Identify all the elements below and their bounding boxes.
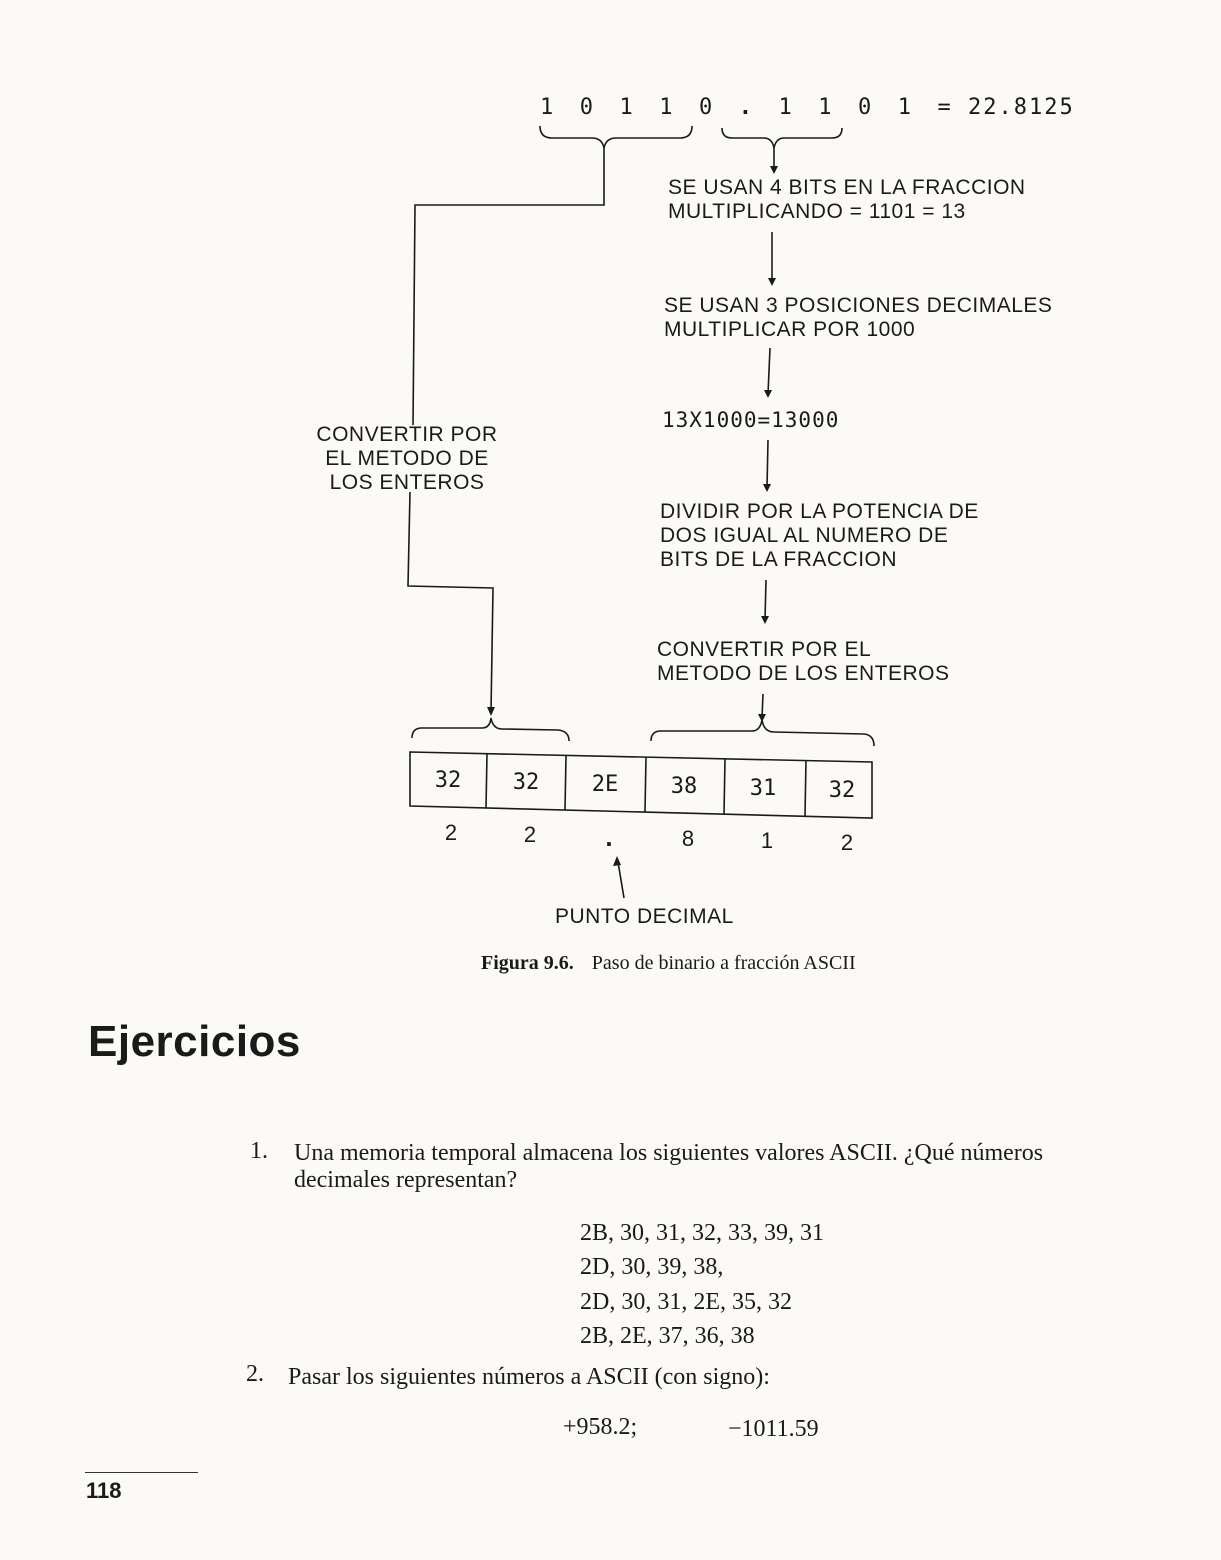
step-line: SE USAN 4 BITS EN LA FRACCION — [668, 176, 1026, 199]
ascii-values-line: 2B, 30, 31, 32, 33, 39, 31 — [580, 1220, 825, 1246]
decimal-point: . — [605, 822, 613, 852]
exercise-text — [294, 1140, 1043, 1194]
punto-decimal-pointer-line — [618, 862, 624, 898]
integer-cells-brace — [412, 718, 569, 741]
ascii-cell: 32 — [828, 778, 856, 803]
step-arrow-3 — [768, 348, 770, 394]
fraction-cells-brace — [651, 720, 874, 746]
binary-number — [540, 95, 1075, 120]
ascii-cell: 38 — [670, 774, 698, 799]
arrowhead — [613, 856, 621, 866]
arrowhead — [764, 390, 772, 398]
step-line: METODO DE LOS ENTEROS — [657, 662, 950, 685]
arrowhead — [763, 484, 771, 492]
arrowhead — [758, 714, 766, 722]
step-arrow-5 — [765, 580, 766, 620]
binary-frac-digit: 1 — [897, 95, 911, 120]
step-line: 13X1000=13000 — [662, 408, 840, 432]
binary-int-digit: 1 — [659, 95, 673, 120]
ascii-cell: 2E — [591, 772, 619, 797]
arrowhead — [487, 707, 495, 716]
punto-decimal-label: PUNTO DECIMAL — [555, 905, 734, 928]
step-line: MULTIPLICAR POR 1000 — [664, 318, 916, 341]
decimal-digit: 2 — [444, 820, 458, 845]
step-line: DOS IGUAL AL NUMERO DE — [660, 524, 949, 547]
ascii-cell: 32 — [512, 770, 540, 795]
ascii-values-line: 2D, 30, 31, 2E, 35, 32 — [580, 1289, 792, 1315]
step-label-5 — [657, 638, 950, 686]
signed-value: −1011.59 — [728, 1416, 819, 1442]
fraction-bits-brace — [722, 128, 842, 148]
exercise-text-line: Una memoria temporal almacena los siguientes valores ASCII. ¿Qué números — [294, 1140, 1044, 1166]
binary-frac-digit: 1 — [818, 95, 832, 120]
binary-int-digit: 1 — [540, 95, 554, 120]
left-label-line: CONVERTIR POR — [316, 423, 498, 446]
step-line: MULTIPLICANDO = 1101 = 13 — [668, 200, 966, 223]
step-label-2 — [664, 294, 1052, 342]
arrowhead — [770, 166, 778, 174]
step-line: CONVERTIR POR EL — [657, 638, 872, 661]
binary-frac-digit: 0 — [858, 95, 872, 120]
binary-frac-digit: 1 — [778, 95, 792, 120]
integer-path-line-2 — [408, 492, 493, 712]
decimal-digit: 8 — [681, 826, 695, 851]
decimal-digit: 2 — [840, 830, 854, 855]
exercise-text-line: decimales representan? — [294, 1167, 518, 1193]
ascii-values-line: 2D, 30, 39, 38, — [580, 1254, 724, 1280]
binary-result: = 22.8125 — [937, 95, 1075, 120]
ascii-values-line: 2B, 2E, 37, 36, 38 — [580, 1323, 755, 1349]
step-line: BITS DE LA FRACCION — [660, 548, 898, 571]
step-label-4 — [660, 500, 979, 572]
figure-caption — [481, 952, 856, 975]
arrowhead — [761, 616, 769, 624]
ascii-cell: 32 — [434, 768, 462, 793]
signed-value: +958.2; — [563, 1414, 638, 1440]
step-line: DIVIDIR POR LA POTENCIA DE — [660, 500, 979, 523]
step-arrow-4 — [767, 440, 768, 488]
step-label-3 — [662, 408, 839, 432]
binary-int-digit: 0 — [699, 95, 713, 120]
binary-point: . — [738, 95, 752, 120]
integer-path-line — [413, 148, 604, 425]
left-label-line: EL METODO DE — [325, 447, 489, 470]
exercise-number: 1. — [250, 1138, 268, 1164]
arrowhead — [768, 278, 776, 286]
ascii-cell: 31 — [749, 776, 777, 801]
exercise-text-line: Pasar los siguientes números a ASCII (con signo): — [288, 1364, 770, 1390]
caption-label: Figura 9.6. — [481, 952, 574, 974]
decimal-digit: 1 — [760, 828, 774, 853]
step-label-1 — [668, 176, 1026, 224]
left-method-label — [314, 423, 500, 495]
section-title: Ejercicios — [88, 1017, 301, 1066]
decimal-digit: 2 — [523, 822, 537, 847]
footer-rule — [85, 1472, 198, 1473]
caption-text: Paso de binario a fracción ASCII — [591, 952, 856, 974]
binary-int-digit: 1 — [619, 95, 633, 120]
exercise-number: 2. — [246, 1361, 264, 1387]
integer-bits-brace — [540, 126, 692, 148]
page-number: 118 — [86, 1478, 122, 1503]
binary-int-digit: 0 — [579, 95, 593, 120]
left-label-line: LOS ENTEROS — [329, 471, 485, 494]
step-line: SE USAN 3 POSICIONES DECIMALES — [664, 294, 1053, 317]
